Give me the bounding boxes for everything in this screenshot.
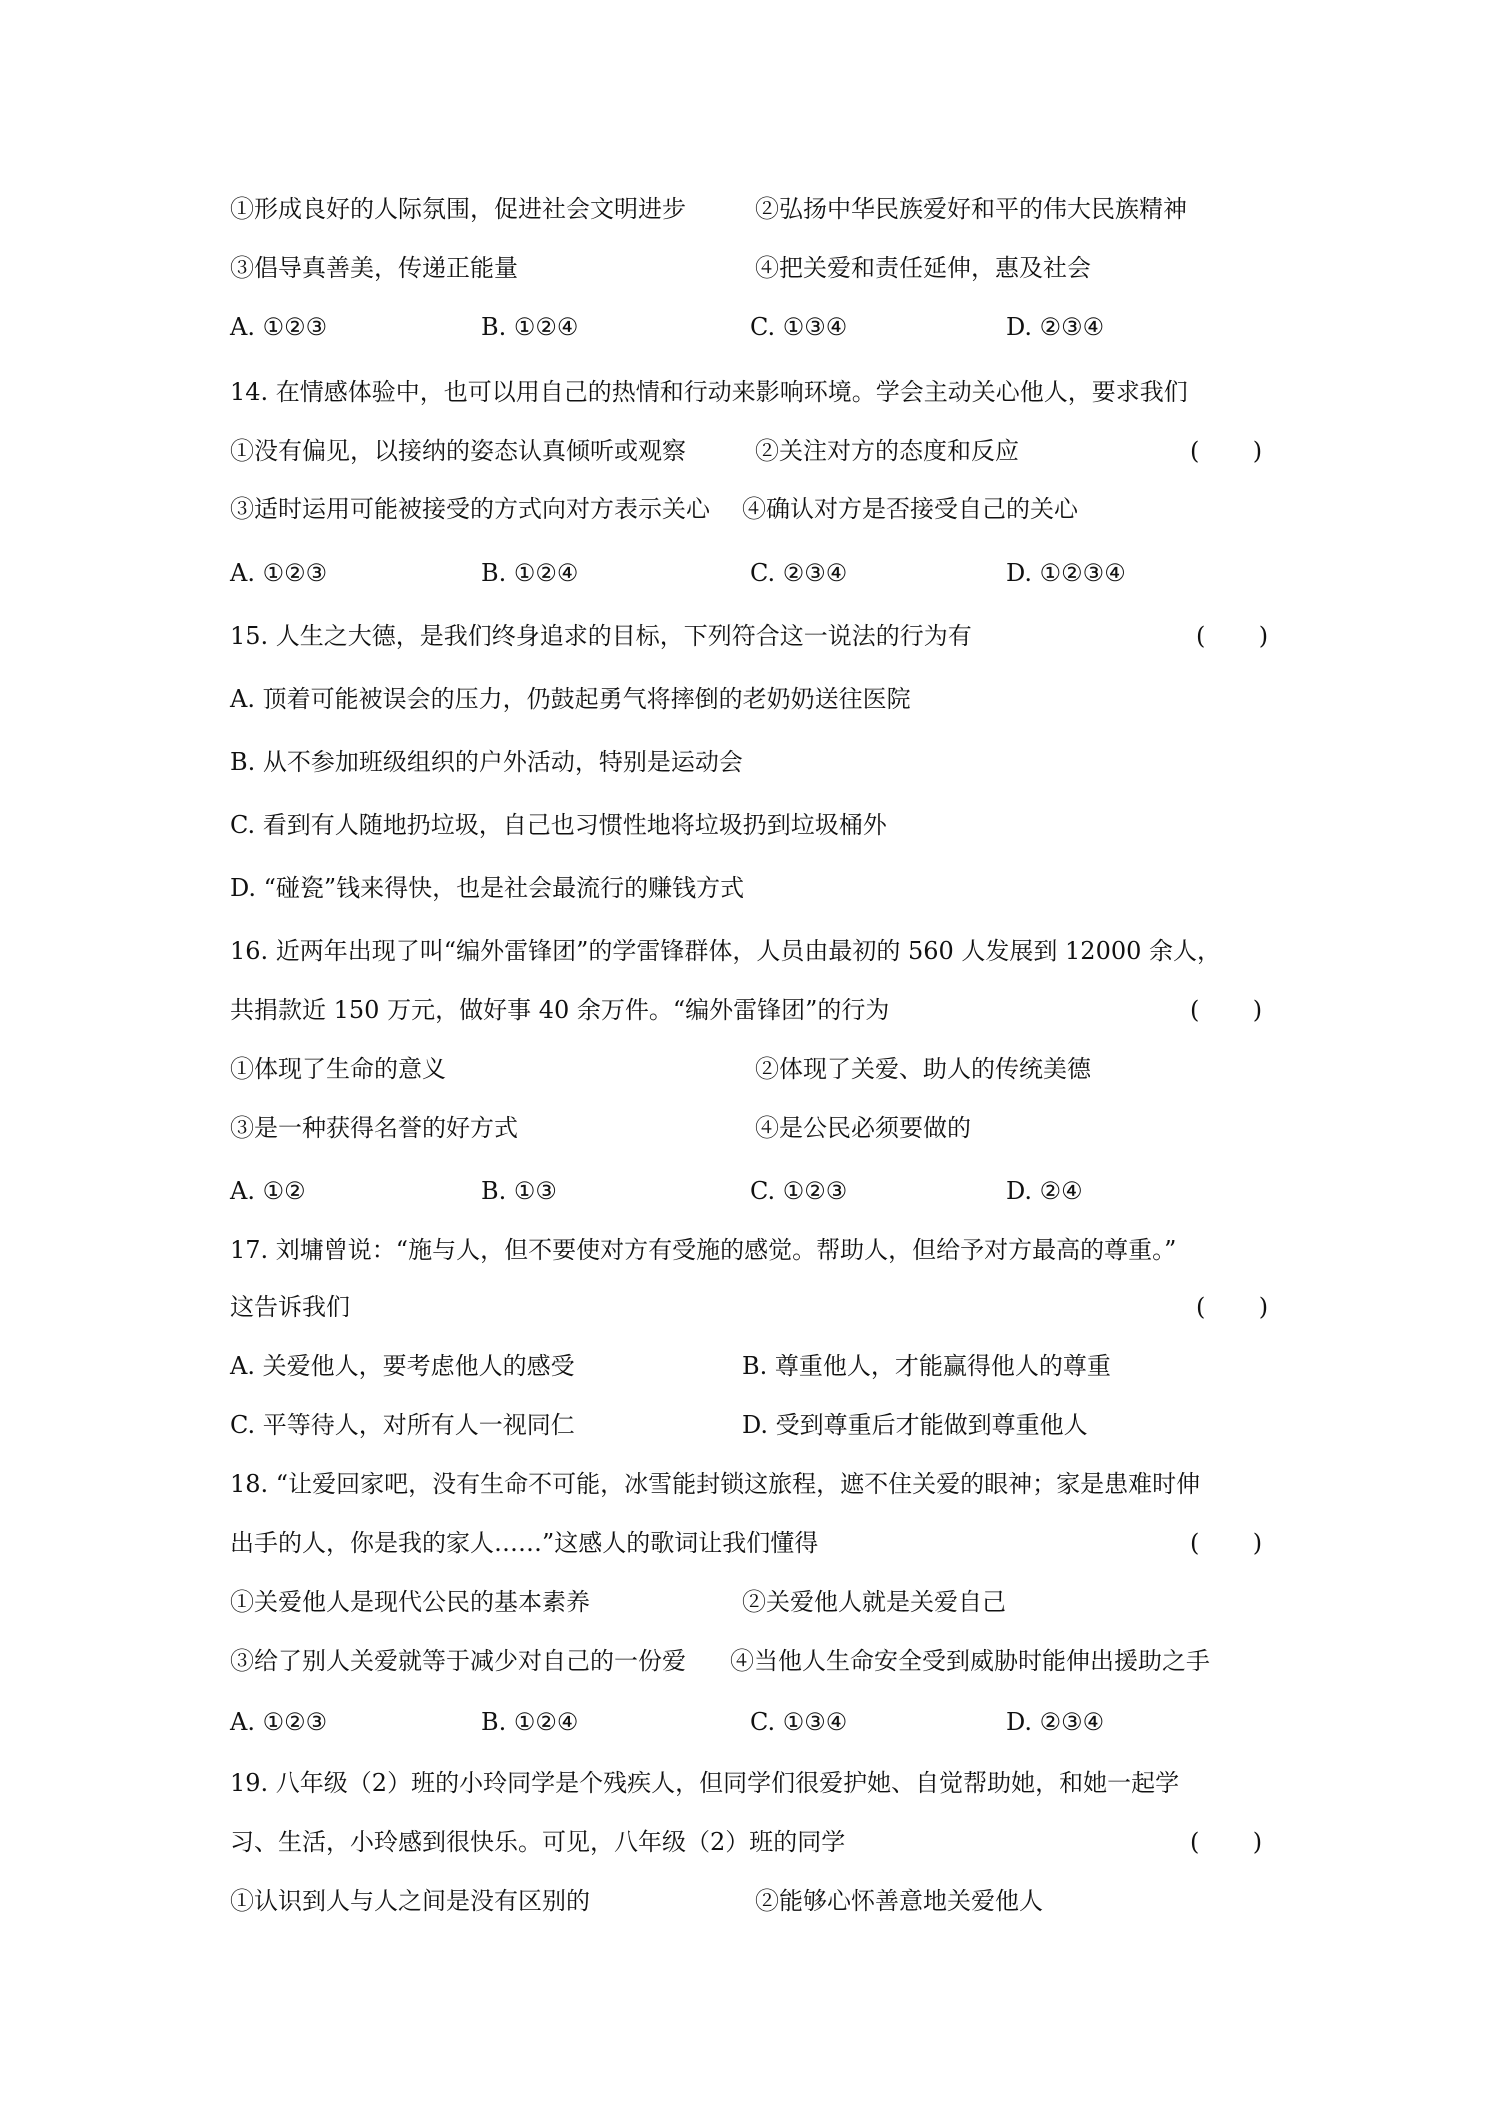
q16-stem-line-2: 共捐款近 150 万元，做好事 40 余万件。“编外雷锋团”的行为 (230, 996, 890, 1024)
q18-option-c: C. ①③④ (750, 1708, 848, 1736)
q15-option-a: A. 顶着可能被误会的压力，仍鼓起勇气将摔倒的老奶奶送往医院 (230, 685, 911, 713)
q16-statement-4: ④是公民必须要做的 (755, 1114, 971, 1142)
q18-stem-line-1: 18. “让爱回家吧，没有生命不可能，冰雪能封锁这旅程，遮不住关爱的眼神；家是患难时伸 (230, 1470, 1201, 1498)
q16-statement-2: ②体现了关爱、助人的传统美德 (755, 1055, 1091, 1083)
q15-answer-blank: ( ) (1196, 622, 1269, 650)
q14-option-b: B. ①②④ (481, 559, 579, 587)
q16-stem-line-1: 16. 近两年出现了叫“编外雷锋团”的学雷锋群体，人员由最初的 560 人发展到 12000 余人， (230, 937, 1222, 965)
q18-option-d: D. ②③④ (1006, 1708, 1105, 1736)
q18-statement-2: ②关爱他人就是关爱自己 (742, 1588, 1006, 1616)
q14-statement-3: ③适时运用可能被接受的方式向对方表示关心 (230, 495, 710, 523)
q18-answer-blank: ( ) (1190, 1529, 1263, 1557)
q14-option-d: D. ①②③④ (1006, 559, 1126, 587)
q17-option-a: A. 关爱他人，要考虑他人的感受 (230, 1352, 575, 1380)
q19-answer-blank: ( ) (1190, 1828, 1263, 1856)
q13-option-c: C. ①③④ (750, 313, 848, 341)
q14-statement-4: ④确认对方是否接受自己的关心 (742, 495, 1078, 523)
q17-answer-blank: ( ) (1196, 1293, 1269, 1321)
q13-option-b: B. ①②④ (481, 313, 579, 341)
q15-option-b: B. 从不参加班级组织的户外活动，特别是运动会 (230, 748, 743, 776)
q17-stem-line-2: 这告诉我们 (230, 1293, 350, 1321)
q16-option-c: C. ①②③ (750, 1177, 848, 1205)
q17-option-c: C. 平等待人，对所有人一视同仁 (230, 1411, 575, 1439)
q16-answer-blank: ( ) (1190, 996, 1263, 1024)
q13-statement-2: ②弘扬中华民族爱好和平的伟大民族精神 (755, 195, 1187, 223)
q15-option-c: C. 看到有人随地扔垃圾，自己也习惯性地将垃圾扔到垃圾桶外 (230, 811, 887, 839)
q13-statement-1: ①形成良好的人际氛围，促进社会文明进步 (230, 195, 686, 223)
q18-option-b: B. ①②④ (481, 1708, 579, 1736)
q18-statement-4: ④当他人生命安全受到威胁时能伸出援助之手 (730, 1647, 1210, 1675)
q16-statement-3: ③是一种获得名誉的好方式 (230, 1114, 518, 1142)
q16-option-d: D. ②④ (1006, 1177, 1083, 1205)
q16-statement-1: ①体现了生命的意义 (230, 1055, 446, 1083)
q18-option-a: A. ①②③ (230, 1708, 328, 1736)
q15-option-d: D. “碰瓷”钱来得快，也是社会最流行的赚钱方式 (230, 874, 745, 902)
q17-option-b: B. 尊重他人，才能赢得他人的尊重 (742, 1352, 1111, 1380)
q17-option-d: D. 受到尊重后才能做到尊重他人 (742, 1411, 1088, 1439)
q14-stem: 14. 在情感体验中，也可以用自己的热情和行动来影响环境。学会主动关心他人，要求我们 (230, 378, 1188, 406)
q14-option-c: C. ②③④ (750, 559, 848, 587)
q15-stem: 15. 人生之大德，是我们终身追求的目标，下列符合这一说法的行为有 (230, 622, 972, 650)
q14-option-a: A. ①②③ (230, 559, 328, 587)
q18-stem-line-2: 出手的人，你是我的家人……”这感人的歌词让我们懂得 (230, 1529, 819, 1557)
q17-stem-line-1: 17. 刘墉曾说：“施与人，但不要使对方有受施的感觉。帮助人，但给予对方最高的尊重。” (230, 1236, 1177, 1264)
q13-option-a: A. ①②③ (230, 313, 328, 341)
q14-statement-2: ②关注对方的态度和反应 (755, 437, 1019, 465)
q18-statement-3: ③给了别人关爱就等于减少对自己的一份爱 (230, 1647, 686, 1675)
q13-statement-3: ③倡导真善美，传递正能量 (230, 254, 518, 282)
q16-option-a: A. ①② (230, 1177, 306, 1205)
q19-stem-line-2: 习、生活，小玲感到很快乐。可见，八年级（2）班的同学 (230, 1828, 846, 1856)
q13-statement-4: ④把关爱和责任延伸，惠及社会 (755, 254, 1091, 282)
q19-statement-1: ①认识到人与人之间是没有区别的 (230, 1887, 590, 1915)
q16-option-b: B. ①③ (481, 1177, 557, 1205)
q19-stem-line-1: 19. 八年级（2）班的小玲同学是个残疾人，但同学们很爱护她、自觉帮助她，和她一起学 (230, 1769, 1180, 1797)
q19-statement-2: ②能够心怀善意地关爱他人 (755, 1887, 1043, 1915)
q13-option-d: D. ②③④ (1006, 313, 1105, 341)
q18-statement-1: ①关爱他人是现代公民的基本素养 (230, 1588, 590, 1616)
q14-statement-1: ①没有偏见，以接纳的姿态认真倾听或观察 (230, 437, 686, 465)
q14-answer-blank: ( ) (1190, 437, 1263, 465)
